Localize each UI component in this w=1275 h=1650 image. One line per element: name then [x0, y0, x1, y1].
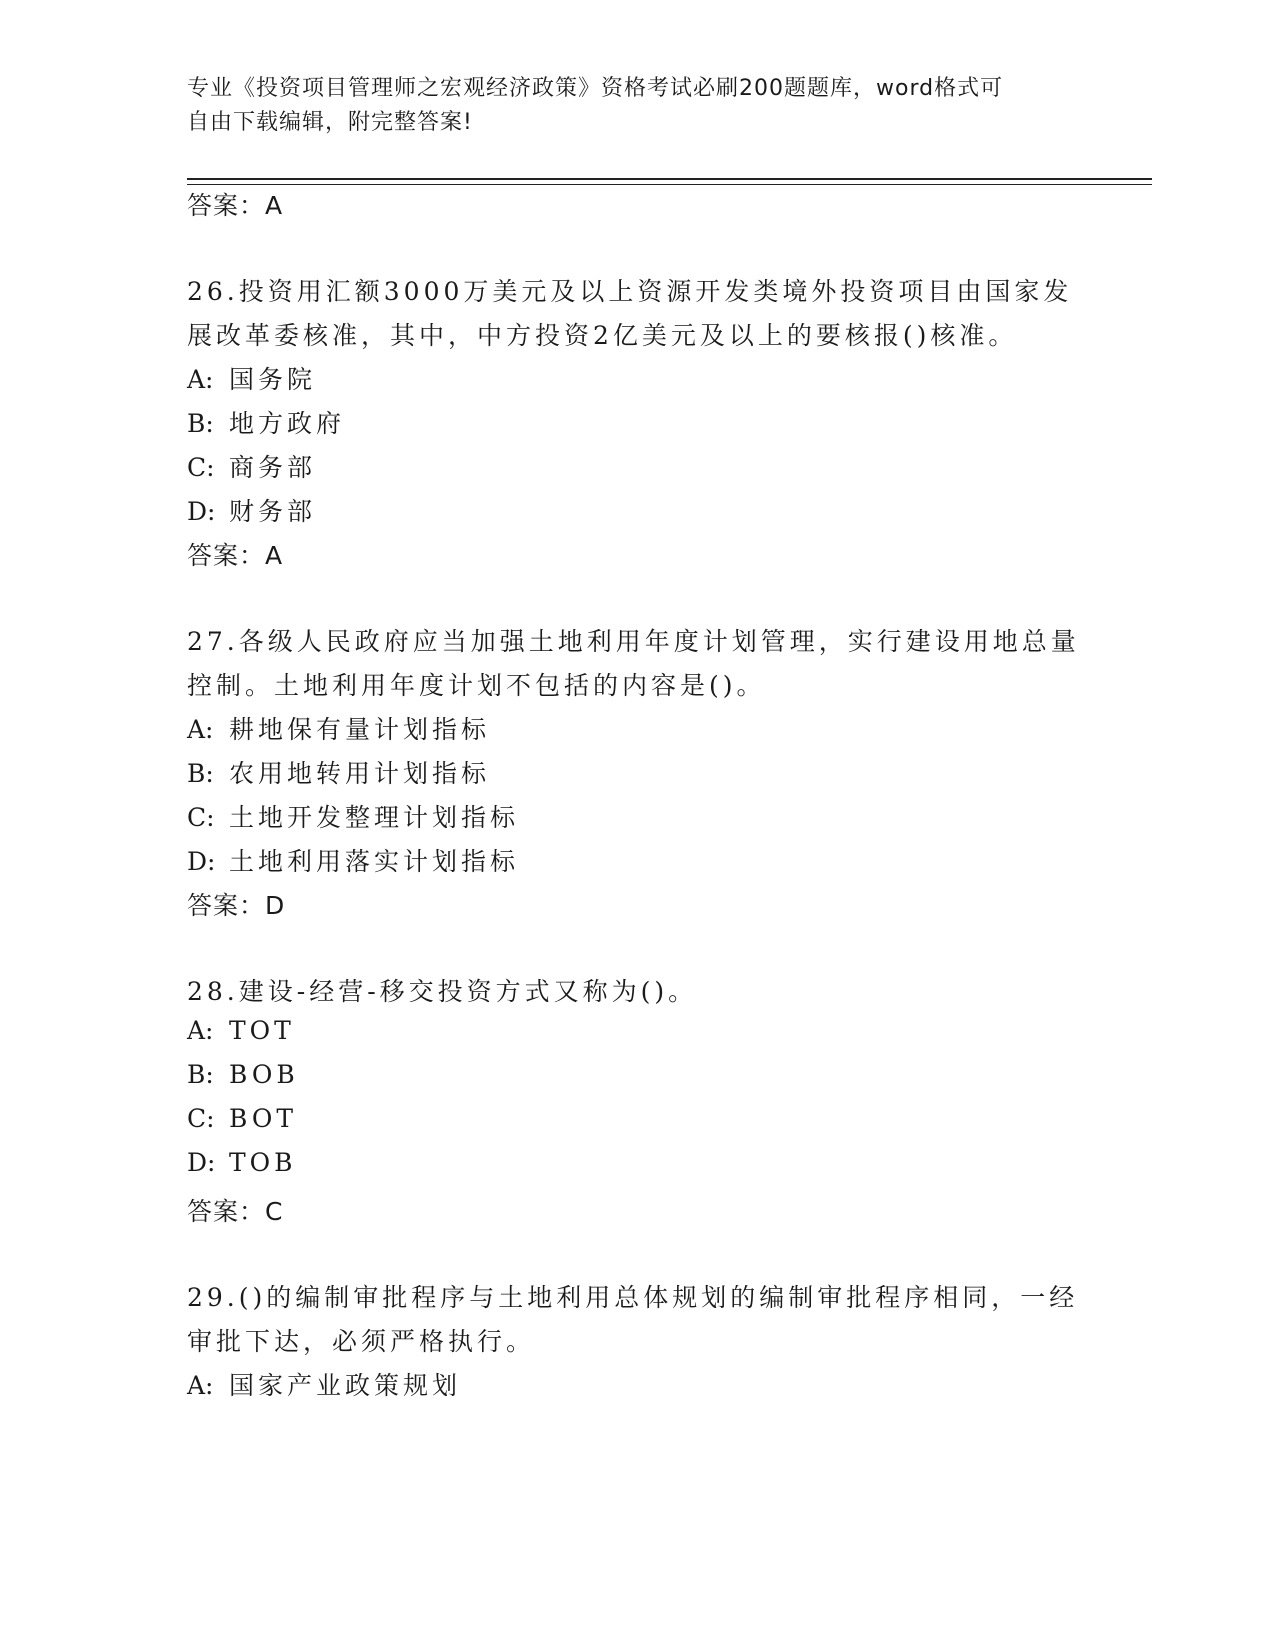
header-rule-thick	[187, 178, 1152, 180]
option-line	[187, 710, 490, 746]
answer-line: 答案：A	[187, 541, 284, 570]
option-text: 农用地转用计划指标	[229, 759, 491, 788]
header-rule-thin	[187, 184, 1152, 185]
option-line	[187, 360, 316, 396]
option-text: 耕地保有量计划指标	[229, 715, 491, 744]
option-letter: A:	[187, 365, 214, 394]
option-text: BOB	[229, 1060, 299, 1089]
option-line	[187, 842, 519, 878]
option-text: 国务院	[229, 365, 317, 394]
option-letter: A:	[187, 1016, 214, 1045]
option-line	[187, 798, 519, 834]
option-text: 土地利用落实计划指标	[229, 847, 520, 876]
option-text: TOB	[229, 1148, 297, 1177]
question-stem-line: 审批下达，必须严格执行。	[187, 1327, 536, 1356]
option-text: TOT	[229, 1016, 295, 1045]
option-letter: B:	[187, 409, 214, 438]
option-text: 地方政府	[229, 409, 346, 438]
option-line	[187, 1148, 297, 1177]
question-stem-line: 27.各级人民政府应当加强土地利用年度计划管理，实行建设用地总量	[187, 627, 1080, 656]
option-letter: D:	[187, 847, 216, 876]
option-line	[187, 1016, 295, 1045]
answer-line: 答案：D	[187, 891, 286, 920]
question-stem-line: 控制。土地利用年度计划不包括的内容是()。	[187, 671, 766, 700]
option-line	[187, 1366, 461, 1402]
document-header	[187, 72, 1087, 140]
option-text: 财务部	[229, 497, 317, 526]
option-letter: A:	[187, 1371, 214, 1400]
option-line	[187, 404, 345, 440]
option-letter: C:	[187, 453, 215, 482]
option-letter: C:	[187, 1104, 215, 1133]
option-letter: D:	[187, 1148, 216, 1177]
question-stem-line: 28.建设-经营-移交投资方式又称为()。	[187, 977, 698, 1006]
header-line: 自由下载编辑，附完整答案!	[187, 110, 473, 135]
answer-line: 答案：C	[187, 1197, 284, 1226]
option-line	[187, 448, 316, 484]
option-line	[187, 1104, 297, 1133]
question-stem-line: 29.()的编制审批程序与土地利用总体规划的编制审批程序相同，一经	[187, 1283, 1079, 1312]
option-text: 商务部	[229, 453, 317, 482]
option-text: 土地开发整理计划指标	[229, 803, 520, 832]
question-stem-line: 26.投资用汇额3000万美元及以上资源开发类境外投资项目由国家发	[187, 277, 1073, 306]
option-text: 国家产业政策规划	[229, 1371, 462, 1400]
option-letter: A:	[187, 715, 214, 744]
option-letter: B:	[187, 759, 214, 788]
question-stem-line: 展改革委核准，其中，中方投资2亿美元及以上的要核报()核准。	[187, 321, 1018, 350]
option-letter: C:	[187, 803, 215, 832]
option-line	[187, 754, 490, 790]
option-letter: B:	[187, 1060, 214, 1089]
option-line	[187, 492, 316, 528]
answer-line: 答案：A	[187, 191, 284, 220]
option-letter: D:	[187, 497, 216, 526]
header-line: 专业《投资项目管理师之宏观经济政策》资格考试必刷200题题库，word格式可	[187, 76, 1004, 101]
option-line	[187, 1060, 299, 1089]
option-text: BOT	[229, 1104, 298, 1133]
